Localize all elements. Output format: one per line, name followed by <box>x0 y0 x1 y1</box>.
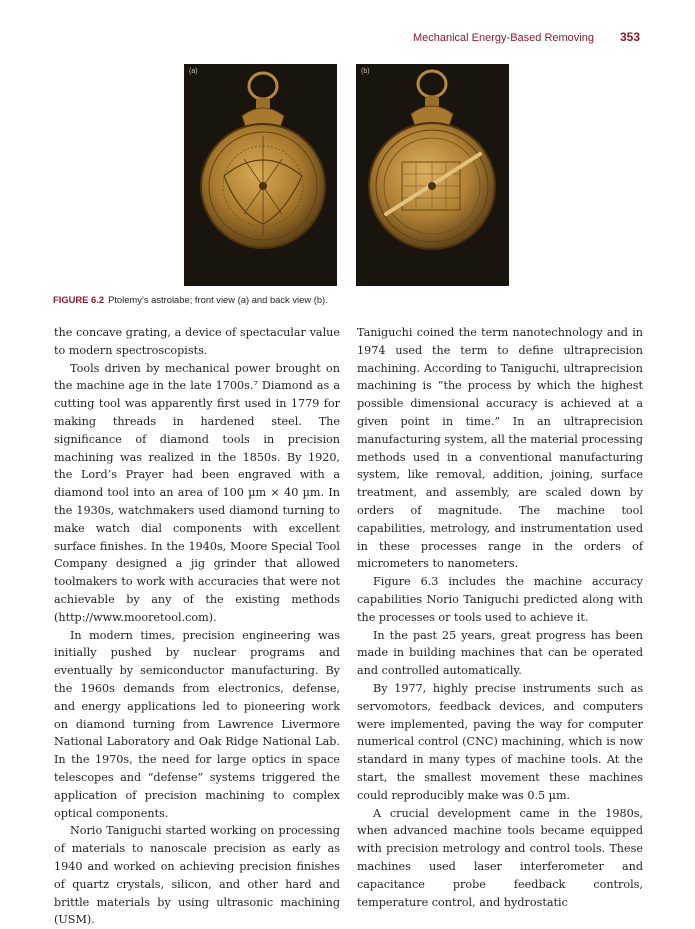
paragraph: the concave grating, a device of spectacular value to modern spectroscopists. <box>54 326 340 357</box>
panel-a-label: (a) <box>189 68 198 75</box>
figure-caption <box>53 294 643 305</box>
astrolabe-front-photo <box>184 64 337 286</box>
figure-label: FIGURE 6.2 <box>53 294 105 305</box>
paragraph: A crucial development came in the 1980s, when advanced machine tools became equipped with precision metrology and control tools. These machines used laser interferometer and capacitance probe feedback controls, temperature control, and hydrostatic <box>357 806 643 909</box>
panel-b-label: (b) <box>361 68 370 75</box>
paragraph: By 1977, highly precise instruments such as servomotors, feedback devices, and computers were implemented, paving the way for computer numerical control (CNC) machining, which is now standard in many types of machine tools. At the start, the smallest movement these machines could reproducibly make was 0.5 µm. <box>357 681 643 802</box>
page-number: 353 <box>619 30 640 44</box>
caption-text: Ptolemy’s astrolabe; front view (a) and back view (b). <box>108 294 328 305</box>
paragraph: Norio Taniguchi started working on processing of materials to nanoscale precision as early as 1940 and worked on achieving precision finishes of quartz crystals, silicon, and other hard and brittle materials by using ultrasonic machining (USM). <box>54 824 340 927</box>
paragraph: In the past 25 years, great progress has been made in building machines that can be operated and controlled automatically. <box>357 628 643 678</box>
left-text-column <box>54 324 340 929</box>
paragraph: Figure 6.3 includes the machine accuracy capabilities Norio Taniguchi predicted along with the processes or tools used to achieve it. <box>357 575 643 624</box>
running-title: Mechanical Energy-Based Removing <box>412 32 594 44</box>
running-head <box>413 30 640 48</box>
paragraph: Taniguchi coined the term nanotechnology and in 1974 used the term to define ultraprecision machining. According to Taniguchi, ultraprecision machining is “the process by which the highest possible dimensional accuracy is achieved at a given point in time.” In an ultraprecision manufacturing system, all the material processing methods used in a conventional manufacturing system, like removal, addition, joining, surface treatment, and assembly, are scaled down by orders of magnitude. The machine tool capabilities, metrology, and instrumentation used in these processes range in the orders of micrometers to nanometers. <box>357 326 643 571</box>
paragraph: Tools driven by mechanical power brought on the machine age in the late 1700s.⁷ Diamond as a cutting tool was apparently first used in 1779 for making threads in hardened steel. The significance of diamond tools in precision machining was realized in the 1850s. By 1920, the Lord’s Prayer had been engraved with a diamond tool into an area of 100 µm × 40 µm. In the 1930s, watchmakers used diamond turning to make watch dial components with excellent surface finishes. In the 1940s, Moore Special Tool Company designed a jig grinder that allowed toolmakers to work with accuracies that were not achievable by any of the existing methods (http://www.mooretool.com). <box>54 361 340 624</box>
astrolabe-back-photo <box>356 64 509 286</box>
right-text-column <box>357 324 643 911</box>
astrolabe-front-image <box>184 64 337 286</box>
astrolabe-back-image <box>356 64 509 286</box>
paragraph: In modern times, precision engineering was initially pushed by nuclear programs and eventually by semiconductor manufacturing. By the 1960s demands from electronics, defense, and energy applications led to pioneering work on diamond turning from Lawrence Livermore National Laboratory and Oak Ridge National Lab. In the 1970s, the need for large optics in space telescopes and “defense” systems triggered the application of precision machining to complex optical components. <box>54 628 340 820</box>
